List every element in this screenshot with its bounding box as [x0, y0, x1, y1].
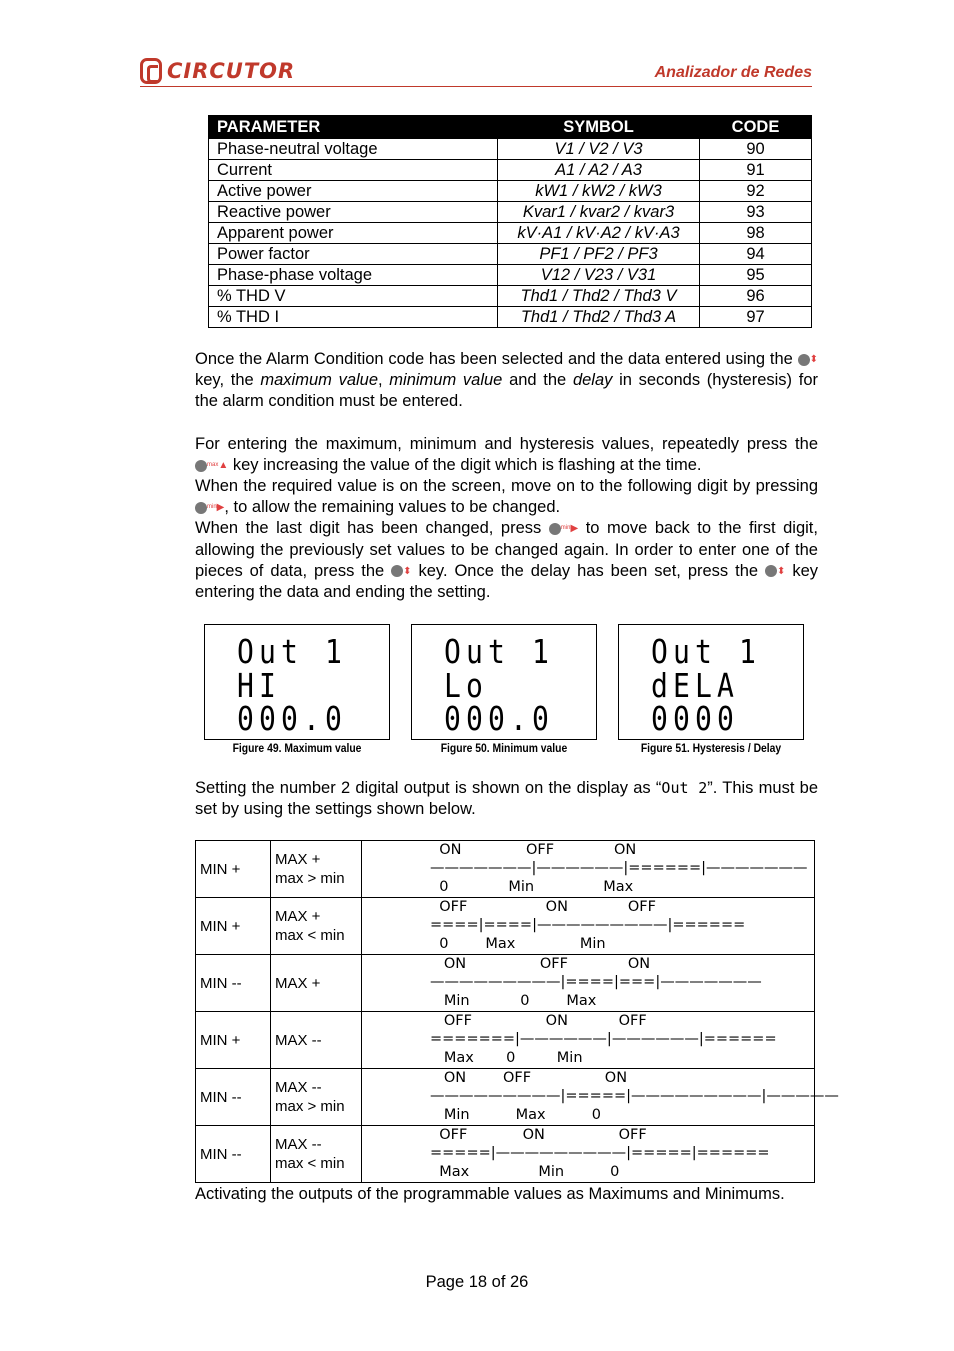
diagram-line: =====|—————————|=====|====== [430, 1145, 770, 1161]
diagram-states: OFF ON OFF [430, 899, 656, 915]
code-cell: 97 [700, 307, 812, 328]
output-diagram [362, 841, 815, 898]
output-diagram [362, 898, 815, 955]
header-title: Analizador de Redes [654, 64, 812, 81]
output-row [196, 1012, 815, 1069]
diagram-line: —————————|=====|—————————|————— [430, 1088, 839, 1104]
symbol-cell: Thd1 / Thd2 / Thd3 A [498, 307, 700, 328]
paragraph-alarm-entry: Once the Alarm Condition code has been selected and the data entered using the ⬍ key, the maximum value, minimum value and the delay in seconds (hysteresis) for the alarm condition must be entered. [195, 350, 818, 411]
code-cell: 95 [700, 265, 812, 286]
table-row [209, 139, 812, 160]
table-row [209, 244, 812, 265]
data-entry-key-icon: ⬍ [391, 561, 411, 582]
parameter-table [208, 115, 812, 328]
data-entry-key-icon: ⬍ [798, 349, 818, 370]
min-cell: MIN -- [196, 1126, 271, 1183]
table-row [209, 181, 812, 202]
paragraph-entering-values: For entering the maximum, minimum and hysteresis values, repeatedly press the max▲ key increasing the value of the digit which is flashing at the time. When the required value is on the screen, move on to the following digit by pressing min▶, to allow the remaining values to be changed. When the last digit has been changed, press min▶ to move back to the first digit, allowing the previously set values to be changed again. In order to enter one of the pieces of data, press the ⬍ key. Once the delay has been set, press the ⬍ key entering the data and ending the setting. [195, 435, 819, 601]
diagram-thresholds: Min 0 Max [430, 993, 597, 1009]
min-cell: MIN + [196, 898, 271, 955]
max-cell: MAX -- [271, 1012, 362, 1069]
diagram-line: ———————|——————|======|——————— [430, 860, 808, 876]
logo-icon [140, 58, 162, 84]
output-settings-table [195, 840, 839, 1183]
max-cell: MAX + max > min [271, 841, 362, 898]
output-row [196, 898, 815, 955]
output-row [196, 955, 815, 1012]
paragraph-output-2: Setting the number 2 digital output is shown on the display as “Out 2”. This must be set by using the settings shown below. [195, 779, 818, 818]
output-row [196, 841, 815, 898]
max-cell: MAX -- max > min [271, 1069, 362, 1126]
table-row [209, 307, 812, 328]
diagram-thresholds: Min Max 0 [430, 1107, 601, 1123]
table-header-row [209, 116, 812, 139]
symbol-cell: kW1 / kW2 / kW3 [498, 181, 700, 202]
symbol-cell: Kvar1 / kvar2 / kvar3 [498, 202, 700, 223]
code-cell: 94 [700, 244, 812, 265]
diagram-states: OFF ON OFF [430, 1013, 647, 1029]
parameter-cell: % THD I [209, 307, 498, 328]
parameter-cell: Apparent power [209, 223, 498, 244]
table-row [209, 202, 812, 223]
display-code: Out 2 [661, 779, 708, 797]
min-right-key-icon: min▶ [195, 497, 224, 518]
code-cell: 91 [700, 160, 812, 181]
diagram-states: OFF ON OFF [430, 1127, 647, 1143]
col-code: CODE [700, 116, 812, 139]
parameter-cell: Active power [209, 181, 498, 202]
figure-minimum-display: Out 1 Lo 000.0 [411, 624, 597, 740]
min-cell: MIN -- [196, 955, 271, 1012]
code-cell: 98 [700, 223, 812, 244]
code-cell: 93 [700, 202, 812, 223]
parameter-cell: Phase-phase voltage [209, 265, 498, 286]
min-cell: MIN + [196, 841, 271, 898]
table-row [209, 160, 812, 181]
diagram-states: ON OFF ON [430, 1070, 628, 1086]
table-row [209, 265, 812, 286]
diagram-states: ON OFF ON [430, 842, 637, 858]
symbol-cell: V1 / V2 / V3 [498, 139, 700, 160]
diagram-thresholds: 0 Max Min [430, 936, 606, 952]
output-row [196, 1126, 815, 1183]
figure-caption: Figure 49. Maximum value [232, 743, 362, 755]
output-diagram [362, 955, 815, 1012]
output-diagram [362, 1126, 815, 1183]
circutor-logo [140, 58, 295, 84]
symbol-cell: A1 / A2 / A3 [498, 160, 700, 181]
max-cell: MAX -- max < min [271, 1126, 362, 1183]
parameter-cell: Current [209, 160, 498, 181]
min-cell: MIN + [196, 1012, 271, 1069]
parameter-cell: Power factor [209, 244, 498, 265]
diagram-thresholds: Max 0 Min [430, 1050, 583, 1066]
parameter-cell: Phase-neutral voltage [209, 139, 498, 160]
symbol-cell: Thd1 / Thd2 / Thd3 V [498, 286, 700, 307]
table-row [209, 223, 812, 244]
parameter-cell: % THD V [209, 286, 498, 307]
symbol-cell: V12 / V23 / V31 [498, 265, 700, 286]
figure-caption: Figure 51. Hysteresis / Delay [640, 743, 782, 755]
code-cell: 90 [700, 139, 812, 160]
max-cell: MAX + max < min [271, 898, 362, 955]
min-cell: MIN -- [196, 1069, 271, 1126]
diagram-line: —————————|====|===|——————— [430, 974, 762, 990]
paragraph-activating-outputs: Activating the outputs of the programmable values as Maximums and Minimums. [195, 1185, 785, 1203]
diagram-line: =======|——————|——————|====== [430, 1031, 777, 1047]
output-diagram [362, 1069, 839, 1126]
parameter-cell: Reactive power [209, 202, 498, 223]
col-parameter: PARAMETER [209, 116, 498, 139]
diagram-thresholds: 0 Min Max [430, 879, 634, 895]
diagram-line: ====|====|—————————|====== [430, 917, 746, 933]
diagram-states: ON OFF ON [430, 956, 651, 972]
max-up-key-icon: max▲ [195, 455, 228, 476]
output-row [196, 1069, 815, 1126]
table-row [209, 286, 812, 307]
col-symbol: SYMBOL [498, 116, 700, 139]
code-cell: 92 [700, 181, 812, 202]
symbol-cell: kV·A1 / kV·A2 / kV·A3 [498, 223, 700, 244]
logo-text: CIRCUTOR [167, 59, 296, 83]
max-cell: MAX + [271, 955, 362, 1012]
figure-delay-display: Out 1 dELA 0000 [618, 624, 804, 740]
data-entry-key-icon: ⬍ [765, 561, 785, 582]
symbol-cell: PF1 / PF2 / PF3 [498, 244, 700, 265]
page-header [140, 56, 812, 87]
page-number: Page 18 of 26 [425, 1273, 529, 1291]
min-right-key-icon: min▶ [549, 518, 578, 539]
diagram-thresholds: Max Min 0 [430, 1164, 620, 1180]
output-diagram [362, 1012, 815, 1069]
figure-caption: Figure 50. Minimum value [440, 743, 568, 755]
code-cell: 96 [700, 286, 812, 307]
figure-maximum-display: Out 1 HI 000.0 [204, 624, 390, 740]
